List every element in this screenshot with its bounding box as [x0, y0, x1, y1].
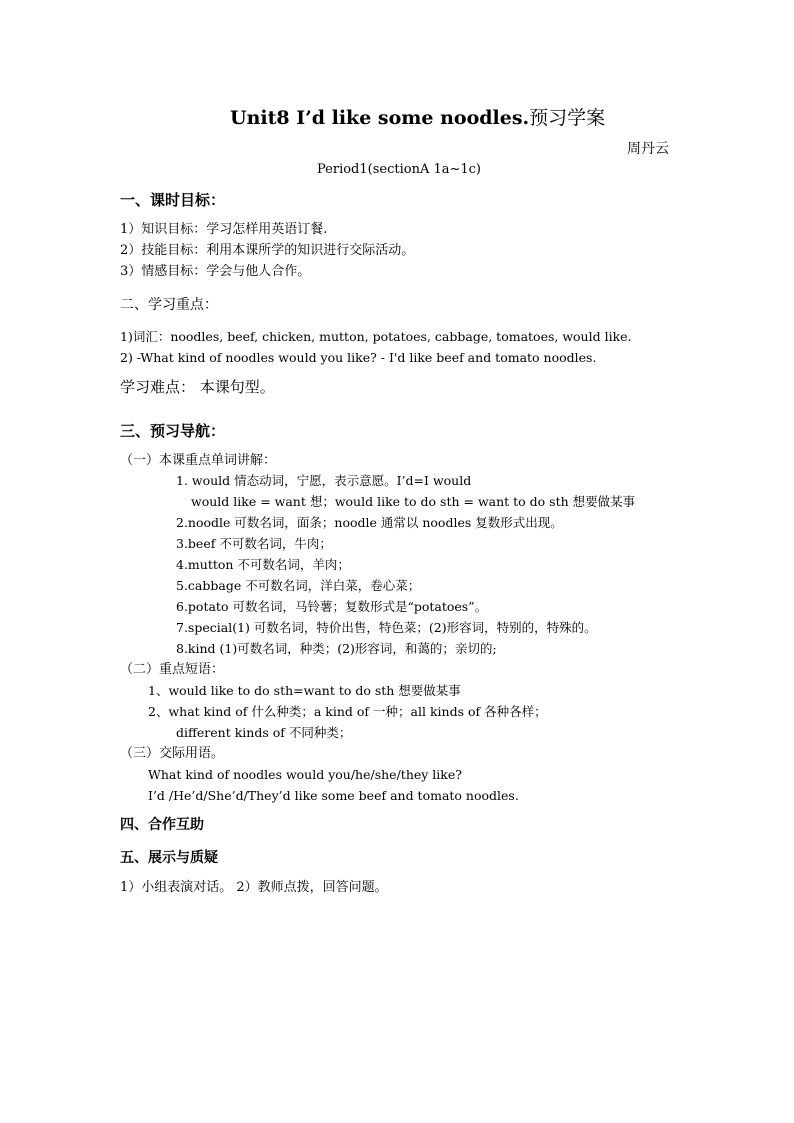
vocab-item: 7.special(1) 可数名词，特价出售，特色菜；(2)形容词，特别的，特殊的。	[176, 620, 597, 635]
vocab-item: 4.mutton 不可数名词，羊肉；	[176, 557, 350, 572]
section4-heading: 四、合作互助	[120, 817, 204, 833]
document-title	[230, 106, 605, 130]
period-label: Period1(sectionA 1a~1c)	[317, 162, 482, 177]
vocab-item: 5.cabbage 不可数名词，洋白菜，卷心菜；	[176, 578, 421, 593]
phrase-item: different kinds of 不同种类；	[176, 725, 352, 740]
vocab-subheading: （一）本课重点单词讲解：	[120, 453, 277, 468]
objective-item: 1）知识目标：学习怎样用英语订餐.	[120, 222, 328, 237]
vocab-item: 3.beef 不可数名词，牛肉；	[176, 536, 332, 551]
section2-heading: 二、学习重点：	[120, 297, 218, 313]
phrase-item: 1、would like to do sth=want to do sth 想要做某事	[148, 683, 461, 698]
phrases-subheading: （二）重点短语：	[120, 662, 225, 677]
title-chinese: 预习学案	[529, 107, 606, 129]
vocab-item: 1. would 情态动词，宁愿，表示意愿。I’d=I would	[176, 473, 472, 488]
phrase-item: 2、what kind of 什么种类；a kind of 一种；all kinds of 各种各样；	[148, 704, 547, 719]
section5-text: 1）小组表演对话。 2）教师点拨，回答问题。	[120, 880, 388, 895]
dialogue-subheading: （三）交际用语。	[120, 746, 225, 761]
title-english: Unit8 I’d like some noodles.	[230, 107, 530, 129]
key-point-item: 1)词汇：noodles, beef, chicken, mutton, potatoes, cabbage, tomatoes, would like.	[120, 329, 632, 344]
dialogue-item: What kind of noodles would you/he/she/they like?	[148, 767, 462, 782]
key-point-item: 2) -What kind of noodles would you like? - I'd like beef and tomato noodles.	[120, 350, 597, 365]
vocab-item: 6.potato 可数名词，马铃薯；复数形式是“potatoes”。	[176, 599, 488, 614]
difficulty-line: 学习难点： 本课句型。	[120, 378, 275, 396]
author-name: 周丹云	[627, 141, 669, 157]
objective-item: 3）情感目标：学会与他人合作。	[120, 264, 311, 279]
vocab-item: 2.noodle 可数名词，面条；noodle 通常以 noodles 复数形式出现。	[176, 515, 563, 530]
vocab-item: would like = want 想；would like to do sth = want to do sth 想要做某事	[191, 494, 636, 509]
objective-item: 2）技能目标：利用本课所学的知识进行交际活动。	[120, 243, 415, 258]
vocab-item: 8.kind (1)可数名词，种类；(2)形容词，和蔼的；亲切的;	[176, 641, 497, 656]
dialogue-item: I’d /He’d/She’d/They’d like some beef and tomato noodles.	[148, 788, 519, 803]
section3-heading: 三、预习导航：	[120, 422, 226, 440]
section1-heading: 一、课时目标：	[120, 191, 226, 209]
section5-heading: 五、展示与质疑	[120, 850, 218, 866]
